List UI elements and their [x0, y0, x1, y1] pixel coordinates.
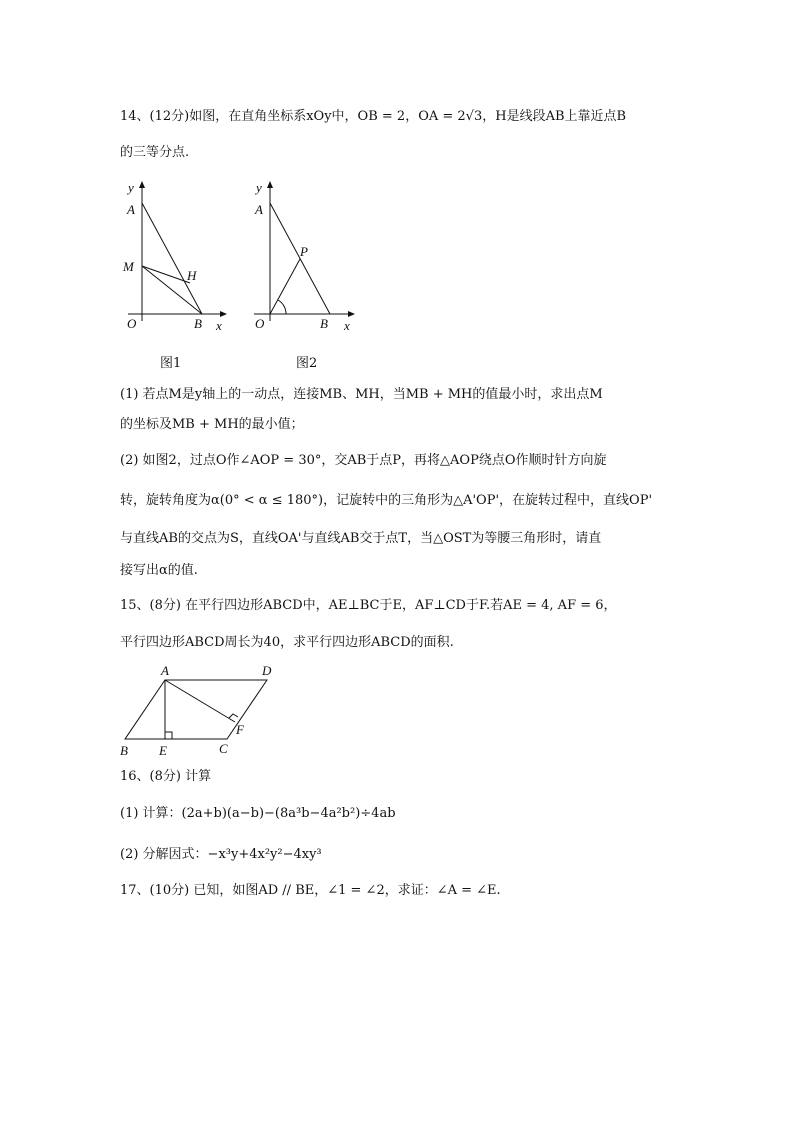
q17-line1: 17、(10分) 已知，如图AD // BE，∠1 = ∠2，求证：∠A = ∠E. [120, 883, 501, 898]
fig1-caption: 图1 [160, 356, 182, 371]
q14-part2-line1: (2) 如图2，过点O作∠AOP = 30°，交AB于点P，再将△AOP绕点O作顺时针方向旋 [120, 453, 607, 468]
fig2-segment-op [270, 259, 300, 314]
q16-part1: (1) 计算：(2a+b)(a−b)−(8a³b−4a²b²)÷4ab [120, 806, 396, 821]
fig2-label-b: B [320, 316, 328, 331]
fig3-label-e: E [159, 743, 167, 758]
q16-title: 16、(8分) 计算 [120, 769, 212, 784]
fig3-label-d: D [262, 663, 272, 678]
fig1-label-o: O [127, 316, 137, 331]
fig1-label-h: H [187, 268, 197, 283]
right-angle-mark-f [229, 714, 238, 718]
fig1-label-a: A [127, 202, 135, 217]
fig1-label-m: M [123, 259, 134, 274]
figure-1 [118, 176, 230, 336]
fig2-label-p: P [300, 244, 308, 259]
fig2-label-o: O [255, 316, 265, 331]
q15-line1: 15、(8分) 在平行四边形ABCD中，AE⊥BC于E，AF⊥CD于F.若AE = 4, AF = 6， [120, 598, 617, 613]
q15-line2: 平行四边形ABCD周长为40，求平行四边形ABCD的面积. [120, 635, 454, 650]
q14-line2: 的三等分点. [120, 145, 190, 160]
segment-af [165, 680, 235, 722]
fig3-label-c: C [219, 741, 228, 756]
fig2-label-a: A [255, 202, 263, 217]
fig2-label-y: y [256, 180, 262, 195]
q14-line1: 14、(12分)如图，在直角坐标系xOy中，OB = 2，OA = 2√3，H是线段AB上靠近点B [120, 109, 627, 124]
right-angle-mark-e [165, 732, 172, 739]
fig3-label-b: B [120, 743, 128, 758]
fig2-label-x: x [344, 318, 350, 333]
fig2-angle-arc [278, 300, 286, 314]
figure-parallelogram [116, 660, 286, 762]
fig3-label-f: F [236, 722, 244, 737]
q14-part2-line4: 接写出α的值. [120, 563, 198, 578]
fig2-caption: 图2 [296, 356, 318, 371]
fig1-label-x: x [216, 318, 222, 333]
figure-2 [244, 176, 358, 336]
parallelogram-abcd [125, 680, 267, 739]
q14-part1-line1: (1) 若点M是y轴上的一动点，连接MB、MH，当MB + MH的值最小时，求出点M [120, 387, 603, 402]
q16-part2: (2) 分解因式：−x³y+4x²y²−4xy³ [120, 847, 322, 862]
q14-part1-line2: 的坐标及MB + MH的最小值； [120, 417, 304, 432]
q14-part2-line3: 与直线AB的交点为S，直线OA'与直线AB交于点T，当△OST为等腰三角形时，请直 [120, 531, 602, 546]
fig1-label-y: y [128, 180, 134, 195]
fig3-label-a: A [161, 663, 169, 678]
fig1-segment-ab [142, 203, 202, 314]
q14-part2-line2: 转，旋转角度为α(0° < α ≤ 180°)，记旋转中的三角形为△A'OP'，在旋转过程中，直线OP' [120, 493, 653, 508]
fig1-segment-mh [142, 266, 190, 283]
fig1-label-b: B [194, 316, 202, 331]
